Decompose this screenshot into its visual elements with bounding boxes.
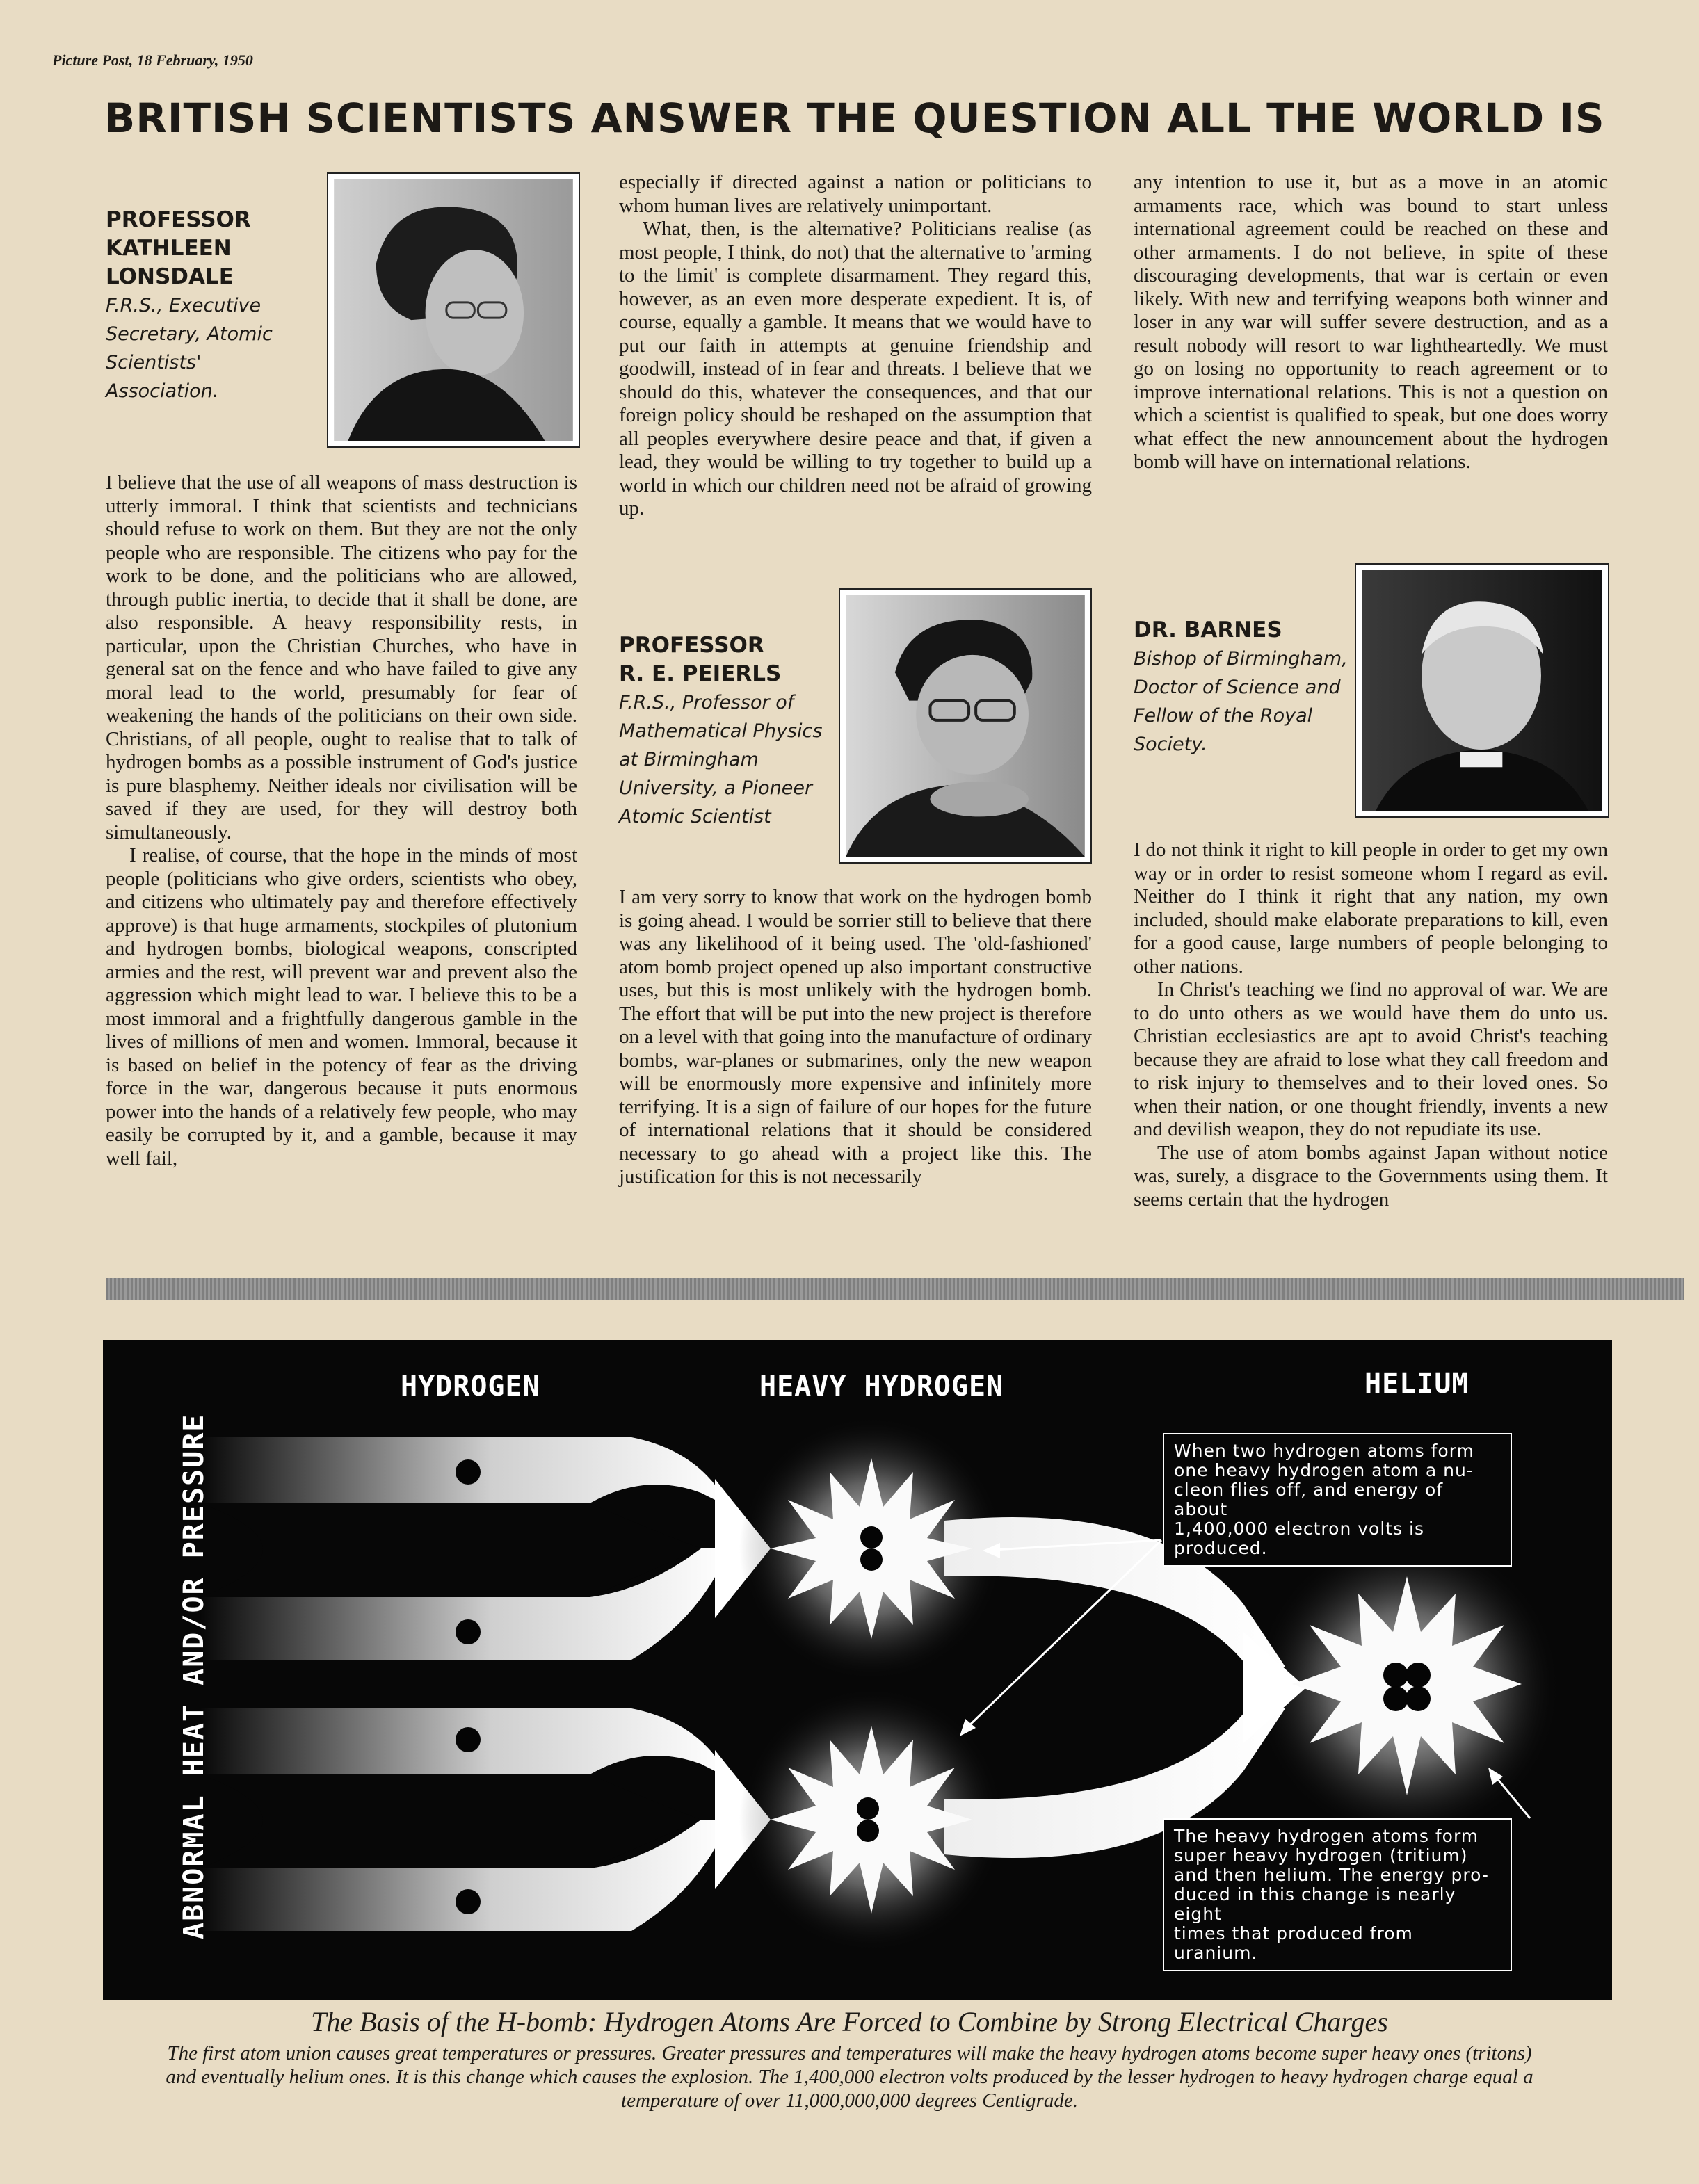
lonsdale-statement-continued: especially if directed against a nation or politicians to whom human lives are relatively unimportant. What, then, is the alternative? Politicians realise (as most people, I think, do not) that the alternative to 'arming to the limit' is complete disarmament. They regard this, however, as an even more desperate expedient. It is, of course, equally a gamble. It means that we would have to put our faith in attempts at genuine friendship and goodwill, instead of in fear and threats. I believe that we should do this, whatever the consequences, and that our foreign policy should be reshaped on the assumption that all peoples everywhere desire peace and that, if given a lead, they would be willing to try together to build up a world in which our children need not be afraid of growing up.: [619, 171, 1092, 519]
portrait-image: [334, 179, 573, 441]
lonsdale-bio: [106, 206, 314, 405]
portrait-image: [1362, 570, 1602, 811]
peierls-statement-continued: any intention to use it, but as a move in an atomic armaments race, which was bound to start unless international agreement could be reached on these and other armaments. I do not believe, in spite of these discouraging developments, that war is certain or even likely. With new and terrifying weapons both winner and loser in any war will suffer severe destruction, and as a result nobody will resort to war lightheartedly. We must go on losing no opportunity to reach agreement or to improve international relations. This is not a question on which a scientist is qualified to speak, but one does worry what effect the new announcement about the hydrogen bomb will have on international relations.: [1134, 171, 1608, 473]
peierls-name: PROFESSOR R. E. PEIERLS: [619, 633, 782, 686]
info-box-heavy-hydrogen: When two hydrogen atoms form one heavy hydrogen atom a nu- cleon flies off, and energy of about 1,400,000 electron volts is produced.: [1163, 1433, 1512, 1567]
hydrogen-atom: [456, 1727, 481, 1752]
barnes-photo: [1355, 563, 1609, 818]
label-helium: HELIUM: [1364, 1368, 1469, 1400]
nucleon: [857, 1820, 879, 1842]
lonsdale-title: F.R.S., Executive Secretary, Atomic Scientists' Association.: [106, 295, 273, 402]
nucleon: [1383, 1686, 1408, 1711]
barnes-title: Bishop of Birmingham, Doctor of Science and Fellow of the Royal Society.: [1134, 648, 1348, 755]
peierls-bio: [619, 631, 842, 831]
divider-bar: [106, 1278, 1684, 1300]
nucleon: [1406, 1663, 1431, 1688]
page-header: Picture Post, 18 February, 1950: [52, 51, 253, 69]
diagram-caption-text: The first atom union causes great temperatures or pressures. Greater pressures and temperatures will make the heavy hydrogen atoms become super heavy ones (tritons) and eventually helium ones. It is this change which causes the explosion. The 1,400,000 electron volts produced by the lesser hydrogen to heavy hydrogen charge equal a temperature of over 11,000,000,000 degrees Centigrade.: [166, 2042, 1533, 2112]
hydrogen-atom: [456, 1459, 481, 1485]
nucleon: [860, 1548, 883, 1571]
label-hydrogen: HYDROGEN: [401, 1370, 540, 1402]
hydrogen-atom: [456, 1619, 481, 1644]
headline: BRITISH SCIENTISTS ANSWER THE QUESTION ALL THE WORLD IS: [104, 95, 1605, 142]
label-heat-pressure: ABNORMAL HEAT AND/OR PRESSURE: [178, 1413, 210, 1939]
diagram-caption-title: The Basis of the H-bomb: Hydrogen Atoms Are Forced to Combine by Strong Electrical Charges: [311, 2006, 1388, 2037]
barnes-bio: [1134, 616, 1356, 759]
peierls-statement: I am very sorry to know that work on the hydrogen bomb is going ahead. I would be sorrier still to believe that there was any likelihood of it being used. The 'old-fashioned' atom bomb project opened up also important constructive uses, but this is most unlikely with the hydrogen bomb. The effort that will be put into the new project is therefore on a level with that going into the manufacture of ordinary bombs, war-planes or submarines, only the new weapon will be enormously more expensive and infinitely more terrifying. It is a sign of failure of our hopes for the future of international relations that it should be considered necessary to go ahead with a project like this. The justification for this is not necessarily: [619, 886, 1092, 1188]
info-box-helium: The heavy hydrogen atoms form super heavy hydrogen (tritium) and then helium. The energy pro- duced in this change is nearly eight times that produced from uranium.: [1163, 1818, 1512, 1971]
peierls-photo: [839, 588, 1092, 864]
h-bomb-diagram: [103, 1340, 1612, 2000]
portrait-image: [846, 595, 1085, 857]
label-heavy-hydrogen: HEAVY HYDROGEN: [759, 1370, 1004, 1402]
nucleon: [860, 1526, 883, 1548]
lonsdale-photo: [327, 172, 580, 448]
hydrogen-atom: [456, 1889, 481, 1914]
nucleon: [1383, 1663, 1408, 1688]
peierls-title: F.R.S., Professor of Mathematical Physics at Birmingham University, a Pioneer Atomic Scientist: [619, 692, 823, 827]
lonsdale-name: PROFESSOR KATHLEEN LONSDALE: [106, 207, 251, 289]
barnes-statement: I do not think it right to kill people in order to get my own way or in order to resist someone whom I regard as evil. Neither do I think it right that any nation, my own included, should make elaborate preparations to kill, even for a good cause, large numbers of people belonging to other nations. In Christ's teaching we find no approval of war. We are to do unto others as we would have them do unto us. Christian ecclesiastics are apt to avoid Christ's teaching because they are afraid to lose what they call freedom and to risk injury to themselves and to their loved ones. So when their nation, or one thought friendly, invents a new and devilish weapon, they do not repudiate its use. The use of atom bombs against Japan without notice was, surely, a disgrace to the Governments using them. It seems certain that the hydrogen: [1134, 839, 1608, 1211]
lonsdale-statement: I believe that the use of all weapons of mass destruction is utterly immoral. I think that scientists and technicians should refuse to work on them. But they are not the only people who are responsible. The citizens who pay for the work to be done, and the politicians who are allowed, through public inertia, to decide that it shall be done, are also responsible. A heavy responsibility rests, in particular, upon the Christian Churches, who have in general sat on the fence and who have failed to give any moral lead to the world, presumably for fear of weakening the hands of the politicians on their own side. Christians, of all people, ought to realise that to talk of hydrogen bombs as a possible instrument of God's justice is pure blasphemy. Neither ideals nor civilisation will be saved if they are used, for they will destroy both simultaneously. I realise, of course, that the hope in the minds of most people (politicians who give orders, scientists who obey, and citizens who ultimately pay and therefore effectively approve) is that huge armaments, stockpiles of plutonium and hydrogen bombs, biological weapons, conscripted armies and the rest, will prevent war and prevent also the aggression which might lead to war. I believe this to be a most immoral and a frightfully dangerous gamble in the lives of millions of men and women. Immoral, because it is based on belief in the potency of fear as the driving force in the war, dangerous because it puts enormous power into the hands of a relatively few people, who may easily be corrupted by it, and a gamble, because it may well fail,: [106, 471, 577, 1170]
nucleon: [1406, 1686, 1431, 1711]
nucleon: [857, 1797, 879, 1820]
barnes-name: DR. BARNES: [1134, 617, 1282, 642]
